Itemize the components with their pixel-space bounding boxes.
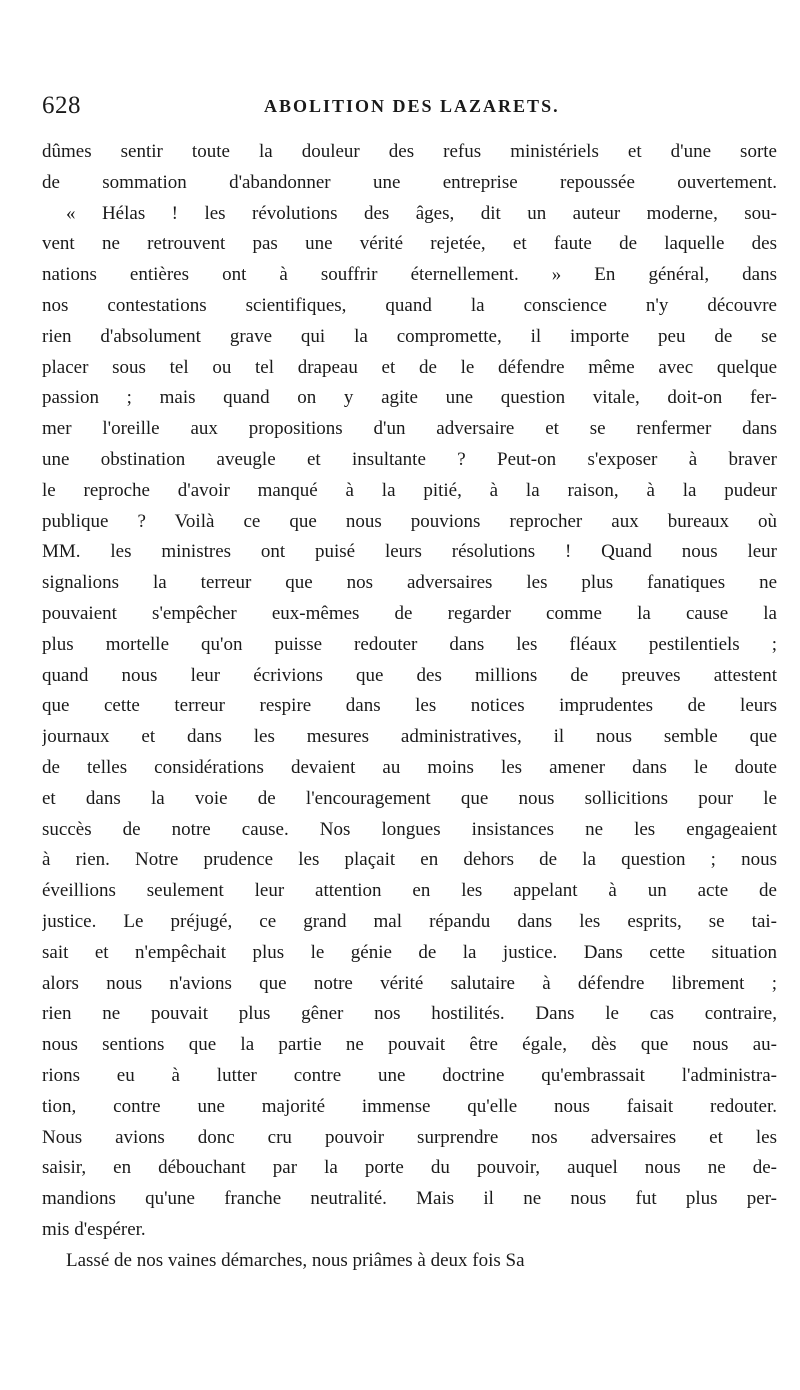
- text-line: publique ? Voilà ce que nous pouvions reprocher aux bureaux où: [42, 510, 777, 532]
- text-line: nos contestations scientifiques, quand la conscience n'y découvre: [42, 294, 777, 316]
- text-line: succès de notre cause. Nos longues insistances ne les engageaient: [42, 818, 777, 840]
- text-line: de telles considérations devaient au moins les amener dans le doute: [42, 756, 777, 778]
- body-text: [42, 137, 777, 1276]
- text-line: rions eu à lutter contre une doctrine qu'embrassait l'administra-: [42, 1064, 777, 1086]
- text-line: saisir, en débouchant par la porte du pouvoir, auquel nous ne de-: [42, 1157, 777, 1179]
- page-header: [42, 92, 777, 122]
- text-line: MM. les ministres ont puisé leurs résolutions ! Quand nous leur: [42, 541, 777, 563]
- text-line: mandions qu'une franche neutralité. Mais il ne nous fut plus per-: [42, 1188, 777, 1210]
- text-line: une obstination aveugle et insultante ? Peut-on s'exposer à braver: [42, 448, 777, 470]
- text-line: le reproche d'avoir manqué à la pitié, à la raison, à la pudeur: [42, 479, 777, 501]
- text-line: dûmes sentir toute la douleur des refus ministériels et d'une sorte: [42, 141, 777, 162]
- text-line: alors nous n'avions que notre vérité salutaire à défendre librement ;: [42, 972, 777, 994]
- text-line: quand nous leur écrivions que des millions de preuves attestent: [42, 664, 777, 686]
- text-line: éveillions seulement leur attention en les appelant à un acte de: [42, 880, 777, 902]
- text-line: que cette terreur respire dans les notices imprudentes de leurs: [42, 695, 777, 717]
- text-line: Lassé de nos vaines démarches, nous priâmes à deux fois Sa: [66, 1249, 525, 1271]
- text-line: de sommation d'abandonner une entreprise repoussée ouvertement.: [42, 171, 777, 193]
- text-line: placer sous tel ou tel drapeau et de le défendre même avec quelque: [42, 356, 777, 378]
- text-line: à rien. Notre prudence les plaçait en dehors de la question ; nous: [42, 849, 777, 871]
- text-line: nous sentions que la partie ne pouvait être égale, dès que nous au-: [42, 1034, 777, 1056]
- text-line: sait et n'empêchait plus le génie de la justice. Dans cette situation: [42, 941, 777, 963]
- text-line: et dans la voie de l'encouragement que nous sollicitions pour le: [42, 787, 777, 809]
- text-line: journaux et dans les mesures administratives, il nous semble que: [42, 726, 777, 748]
- running-title: ABOLITION DES LAZARETS.: [264, 96, 560, 116]
- text-line: tion, contre une majorité immense qu'elle nous faisait redouter.: [42, 1095, 777, 1117]
- text-line: Nous avions donc cru pouvoir surprendre nos adversaires et les: [42, 1126, 777, 1148]
- text-line: justice. Le préjugé, ce grand mal répandu dans les esprits, se tai-: [42, 910, 777, 932]
- text-line: passion ; mais quand on y agite une question vitale, doit-on fer-: [42, 387, 777, 409]
- text-line: pouvaient s'empêcher eux-mêmes de regarder comme la cause la: [42, 602, 777, 624]
- text-line: rien d'absolument grave qui la compromette, il importe peu de se: [42, 325, 777, 347]
- text-line: signalions la terreur que nos adversaires les plus fanatiques ne: [42, 572, 777, 594]
- text-line: nations entières ont à souffrir éternellement. » En général, dans: [42, 264, 777, 286]
- text-line: plus mortelle qu'on puisse redouter dans les fléaux pestilentiels ;: [42, 633, 777, 655]
- text-line: vent ne retrouvent pas une vérité rejetée, et faute de laquelle des: [42, 233, 777, 255]
- text-line: mis d'espérer.: [42, 1218, 146, 1240]
- text-line: « Hélas ! les révolutions des âges, dit un auteur moderne, sou-: [66, 202, 777, 224]
- text-line: mer l'oreille aux propositions d'un adversaire et se renfermer dans: [42, 418, 777, 440]
- page-number: 628: [42, 92, 81, 119]
- text-line: rien ne pouvait plus gêner nos hostilités. Dans le cas contraire,: [42, 1003, 777, 1025]
